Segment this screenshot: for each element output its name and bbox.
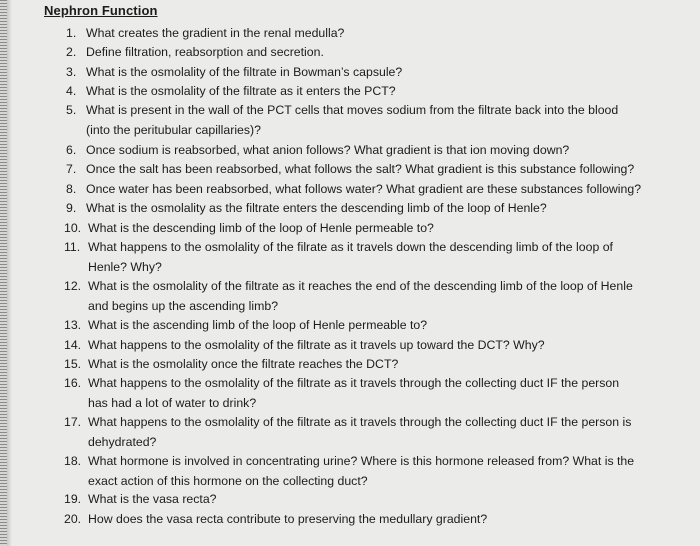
question-line: What is the osmolality of the filtrate as it reaches the end of the descending limb of the loop of Henle — [88, 279, 633, 293]
question-text — [88, 374, 619, 412]
question-line: Henle? Why? — [88, 260, 162, 274]
question-line: What creates the gradient in the renal medulla? — [86, 26, 345, 40]
question-text — [88, 413, 631, 451]
question-line: exact action of this hormone on the collecting duct? — [88, 474, 368, 488]
question-line: dehydrated? — [88, 435, 157, 449]
question-number: 17. — [64, 415, 82, 429]
question-line: How does the vasa recta contribute to preserving the medullary gradient? — [88, 512, 488, 526]
question-number: 6. — [66, 143, 77, 157]
question-number: 12. — [64, 279, 82, 293]
question-text — [88, 219, 434, 237]
question-line: What happens to the osmolality of the filtrate as it travels through the collecting duct IF the person — [88, 376, 620, 390]
question-number: 20. — [64, 512, 82, 526]
question-number: 3. — [66, 65, 77, 79]
question-text — [86, 199, 547, 217]
question-line: What is the vasa recta? — [88, 492, 217, 506]
question-number: 18. — [64, 454, 82, 468]
question-line: What is the osmolality as the filtrate enters the descending limb of the loop of Henle? — [86, 201, 547, 215]
question-number: 11. — [64, 240, 81, 254]
question-number: 13. — [64, 318, 82, 332]
question-text — [86, 24, 344, 42]
document-title: Nephron Function — [44, 3, 158, 18]
question-number: 16. — [64, 376, 82, 390]
question-line: and begins up the ascending limb? — [88, 299, 279, 313]
question-text — [86, 141, 569, 159]
question-number: 7. — [66, 162, 77, 176]
question-line: What is present in the wall of the PCT cells that moves sodium from the filtrate back into the blood — [86, 103, 619, 117]
question-text — [86, 101, 618, 139]
question-text — [86, 63, 402, 81]
page-binding-shadow — [7, 0, 12, 546]
question-text — [88, 336, 545, 354]
question-text — [86, 160, 634, 178]
question-line: What is the osmolality of the filtrate in Bowman’s capsule? — [86, 65, 403, 79]
question-line: Once the salt has been reabsorbed, what follows the salt? What gradient is this substance following? — [86, 162, 635, 176]
question-number: 14. — [64, 338, 82, 352]
question-number: 19. — [64, 492, 82, 506]
question-number: 9. — [66, 201, 77, 215]
question-line: What hormone is involved in concentrating urine? Where is this hormone released from? What is the — [88, 454, 635, 468]
question-text — [88, 277, 633, 315]
question-line: (into the peritubular capillaries)? — [86, 123, 261, 137]
question-line: What is the descending limb of the loop of Henle permeable to? — [88, 221, 434, 235]
question-text — [88, 452, 634, 490]
question-number: 2. — [66, 45, 77, 59]
question-line: What happens to the osmolality of the filrate as it travels down the descending limb of the loop of — [88, 240, 613, 254]
question-number: 8. — [66, 182, 77, 196]
question-number: 1. — [66, 26, 77, 40]
question-line: What happens to the osmolality of the filtrate as it travels up toward the DCT? Why? — [88, 338, 545, 352]
question-text — [88, 238, 613, 276]
question-number: 10. — [64, 221, 82, 235]
question-text — [88, 490, 217, 508]
question-number: 5. — [66, 103, 77, 117]
page-binding-edge — [0, 0, 7, 546]
question-text — [88, 355, 398, 373]
question-text — [86, 43, 324, 61]
question-text — [86, 180, 641, 198]
question-text — [88, 510, 487, 528]
question-line: What is the ascending limb of the loop of Henle permeable to? — [88, 318, 428, 332]
question-number: 15. — [64, 357, 82, 371]
question-line: What is the osmolality of the filtrate as it enters the PCT? — [86, 84, 396, 98]
question-number: 4. — [66, 84, 77, 98]
question-line: Once sodium is reabsorbed, what anion follows? What gradient is that ion moving down? — [86, 143, 570, 157]
question-line: Define filtration, reabsorption and secretion. — [86, 45, 324, 59]
question-line: What happens to the osmolality of the filtrate as it travels through the collecting duct IF the person is — [88, 415, 632, 429]
question-line: What is the osmolality once the filtrate reaches the DCT? — [88, 357, 399, 371]
question-line: has had a lot of water to drink? — [88, 396, 257, 410]
question-line: Once water has been reabsorbed, what follows water? What gradient are these substances following? — [86, 182, 642, 196]
question-text — [86, 82, 396, 100]
question-text — [88, 316, 427, 334]
